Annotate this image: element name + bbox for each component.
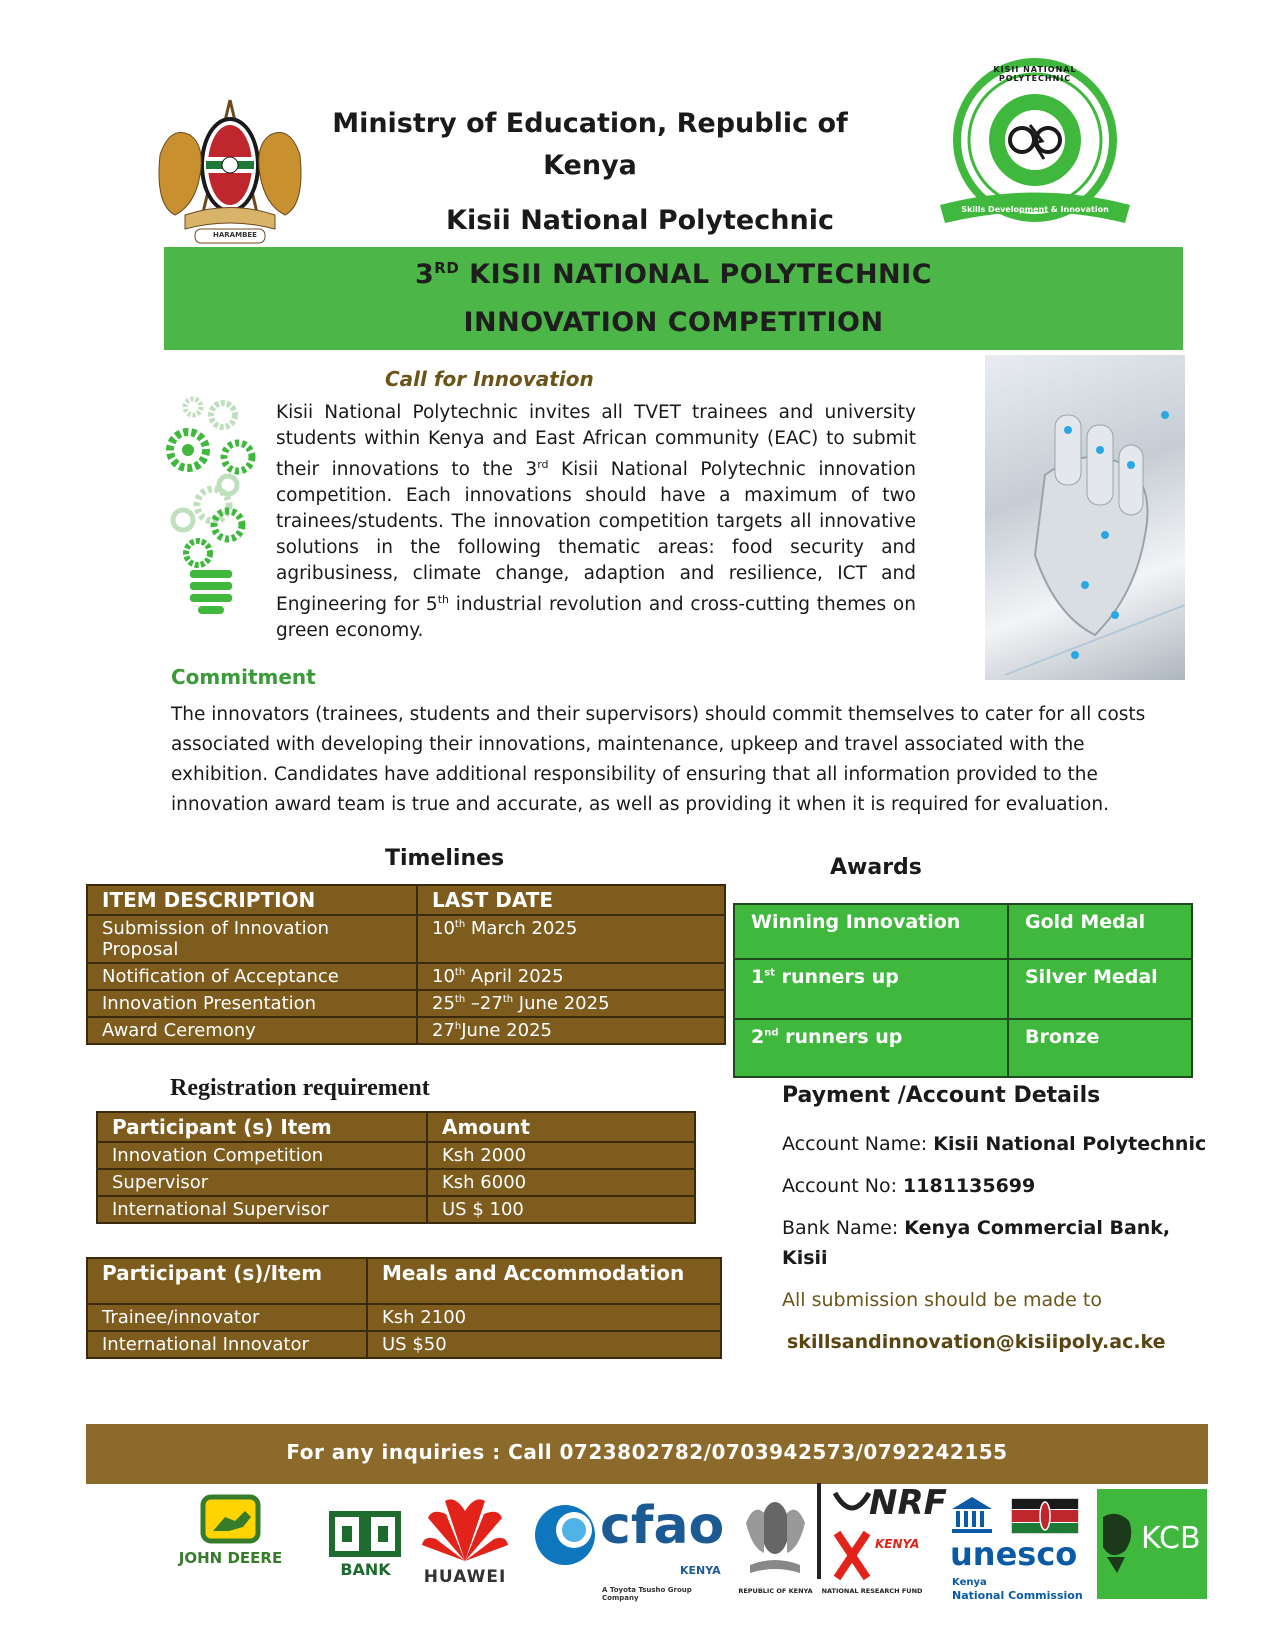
table-row (97, 1169, 695, 1196)
table-cell: Trainee/innovator (87, 1304, 367, 1331)
timelines-title: Timelines (385, 846, 505, 871)
kenya-arms-icon (738, 1483, 813, 1583)
table-cell: International Supervisor (97, 1196, 427, 1223)
table-header-row (97, 1112, 695, 1142)
table-header-row (87, 885, 725, 915)
call-body: Kisii National Polytechnic invites all TVET trainees and university students within Kenya and East African community (EAC) to submit their innovations to the 3rd Kisii National Polytechnic innovation competition. Each innovations should have a maximum of two trainees/students. The innovation competition targets all innovative solutions in the following thematic areas: food security and agribusiness, climate change, adaption and resilience, ICT and Engineering for 5th industrial revolution and cross-cutting themes on green economy. (276, 402, 916, 642)
logo-ring-text: KISII NATIONAL POLYTECHNIC (993, 65, 1077, 83)
commitment-body: The innovators (trainees, students and their supervisors) should commit themselves to cater for all costs associated with developing their innovations, maintenance, upkeep and travel associated with the exhibition. Candidates have additional responsibility of ensuring that all information provided to the innovation award team is true and accurate, as well as providing it when it is required for evaluation. (171, 704, 1146, 815)
table-row (97, 1142, 695, 1169)
table-cell: 25th –27th June 2025 (417, 990, 725, 1017)
call-for-innovation-title: Call for Innovation (385, 367, 594, 391)
cfao-swirl-icon (530, 1500, 600, 1570)
table-cell: Award Ceremony (87, 1017, 417, 1044)
huawei-petal-icon (420, 1493, 510, 1563)
timelines-table (86, 884, 726, 1045)
table-cell: Supervisor (97, 1169, 427, 1196)
table-row (734, 959, 1192, 1019)
table-cell: Silver Medal (1008, 959, 1192, 1019)
table-header-cell: Participant (s)/Item (87, 1258, 367, 1304)
competition-banner (164, 247, 1183, 350)
kcb-lion-icon (1099, 1507, 1139, 1577)
account-number-line: Account No: 1181135699 (782, 1175, 1036, 1197)
table-row (87, 1017, 725, 1044)
lightbulb-gears-icon (158, 395, 258, 620)
table-row (734, 904, 1192, 959)
robot-hand-photo (985, 355, 1185, 680)
table-cell: Winning Innovation (734, 904, 1008, 959)
table-row (87, 915, 725, 963)
co-op-bank-icon (328, 1510, 403, 1560)
table-row (87, 1331, 721, 1358)
polytechnic-logo (930, 55, 1140, 235)
table-cell: 10th March 2025 (417, 915, 725, 963)
registration-title: Registration requirement (170, 1075, 430, 1101)
kcb-logo: KCB (1097, 1489, 1207, 1599)
table-cell: Ksh 2100 (367, 1304, 721, 1331)
table-header-cell: Meals and Accommodation (367, 1258, 721, 1304)
co-op-bank-logo: BANK (328, 1510, 403, 1580)
cfao-kenya-logo: cfao KENYA A Toyota Tsusho Group Company (530, 1500, 730, 1600)
awards-title: Awards (830, 855, 922, 880)
commitment-title: Commitment (171, 665, 316, 689)
inquiries-band (86, 1424, 1208, 1484)
bank-name-line-2: Kisii (782, 1247, 828, 1269)
ministry-line-2: Kenya (543, 150, 637, 181)
table-cell: Innovation Presentation (87, 990, 417, 1017)
table-cell: Notification of Acceptance (87, 963, 417, 990)
table-cell: US $50 (367, 1331, 721, 1358)
account-name-line: Account Name: Kisii National Polytechnic (782, 1133, 1207, 1155)
table-header-cell: Participant (s) Item (97, 1112, 427, 1142)
table-cell: Innovation Competition (97, 1142, 427, 1169)
registration-table (96, 1111, 696, 1224)
coat-of-arms-motto: HARAMBEE (213, 231, 257, 239)
banner-line-1: 3RD KISII NATIONAL POLYTECHNIC (414, 259, 933, 290)
table-cell: Submission of Innovation Proposal (87, 915, 417, 963)
table-cell: International Innovator (87, 1331, 367, 1358)
meals-table (86, 1257, 722, 1359)
huawei-logo: HUAWEI (420, 1493, 510, 1593)
table-cell: Bronze (1008, 1019, 1192, 1077)
institution-name: Kisii National Polytechnic (446, 205, 834, 236)
submission-note: All submission should be made to (782, 1289, 1102, 1311)
table-row (97, 1196, 695, 1223)
table-cell: Gold Medal (1008, 904, 1192, 959)
table-cell: Ksh 2000 (427, 1142, 695, 1169)
table-cell: Ksh 6000 (427, 1169, 695, 1196)
submission-email-link[interactable]: skillsandinnovation@kisiipoly.ac.ke (787, 1331, 1166, 1353)
table-header-row (87, 1258, 721, 1304)
national-research-fund-logo: NRF KENYA NATIONAL RESEARCH FUND (817, 1483, 927, 1603)
table-header-cell: ITEM DESCRIPTION (87, 885, 417, 915)
table-row (734, 1019, 1192, 1077)
table-row (87, 1304, 721, 1331)
table-row (87, 990, 725, 1017)
payment-title: Payment /Account Details (782, 1083, 1101, 1108)
table-header-cell: LAST DATE (417, 885, 725, 915)
table-cell: 27$^h$June 2025 (417, 1017, 725, 1044)
unesco-kenya-logo: unesco Kenya National Commission (950, 1495, 1090, 1605)
logo-ribbon-text: Skills Development & Innovation (961, 205, 1109, 214)
unesco-temple-icon (950, 1495, 1090, 1535)
banner-line-2: INNOVATION COMPETITION (463, 307, 884, 338)
table-cell: US $ 100 (427, 1196, 695, 1223)
ministry-line-1: Ministry of Education, Republic of (332, 108, 848, 139)
republic-of-kenya-logo: REPUBLIC OF KENYA (738, 1483, 813, 1603)
awards-table (733, 903, 1193, 1078)
table-header-cell: Amount (427, 1112, 695, 1142)
table-cell: 1st runners up (734, 959, 1008, 1019)
bank-name-line: Bank Name: Kenya Commercial Bank, (782, 1217, 1171, 1239)
table-cell: 2nd runners up (734, 1019, 1008, 1077)
table-row (87, 963, 725, 990)
john-deere-logo: JOHN DEERE (168, 1493, 293, 1573)
inquiries-text: For any inquiries : Call 0723802782/0703942573/0792242155 (286, 1440, 1008, 1464)
table-cell: 10th April 2025 (417, 963, 725, 990)
coat-of-arms-icon (140, 95, 320, 245)
